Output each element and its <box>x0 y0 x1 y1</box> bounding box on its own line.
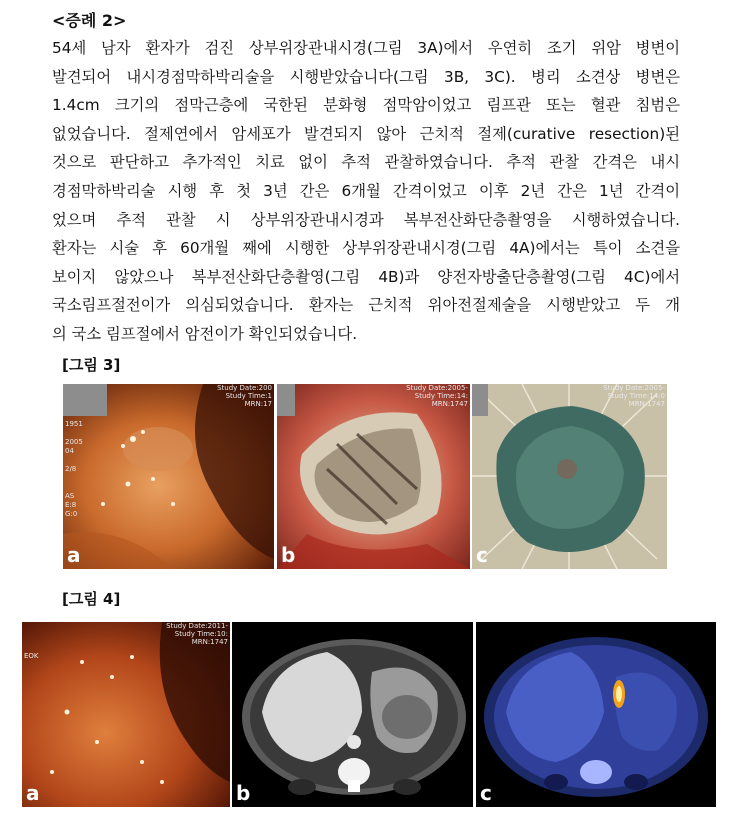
figure-3a-letter: a <box>67 543 81 567</box>
figure-4a-image <box>22 622 230 807</box>
paragraph-line: 국소림프절전이가 의심되었습니다. 환자는 근치적 위아전절제술을 시행받았고 두 개 <box>52 296 680 315</box>
figure-4-label: [그림 4] <box>62 590 121 608</box>
figure-4a-side-info: EOK <box>24 652 39 660</box>
figure-3b-letter: b <box>281 543 296 567</box>
case-paragraph <box>52 34 680 349</box>
paragraph-line: 없었습니다. 절제연에서 암세포가 발견되지 않아 근치적 절제(curative resection)된 <box>52 124 680 143</box>
paragraph-line: 었으며 추적 관찰 시 상부위장관내시경과 복부전산화단층촬영을 시행하였습니다. <box>52 210 680 229</box>
paragraph-line: 발견되어 내시경점막하박리술을 시행받았습니다(그림 3B, 3C). 병리 소견상 병변은 <box>52 67 680 86</box>
figure-3b-image <box>277 384 470 569</box>
figure-3-label: [그림 3] <box>62 356 121 374</box>
specimen-image-3c <box>472 384 667 569</box>
paragraph-line: 것으로 판단하고 추가적인 치료 없이 추적 관찰하였습니다. 추적 관찰 간격은 내시 <box>52 153 680 172</box>
paragraph-line: 경점막하박리술 시행 후 첫 3년 간은 6개월 간격이었고 이후 2년 간은 1년 간격이 <box>52 181 680 200</box>
figure-4c-letter: c <box>480 781 492 805</box>
figure-4a-meta: Study Date:2011- Study Time:10: MRN:1747 <box>166 622 228 646</box>
paragraph-line: 의 국소 림프절에서 암전이가 확인되었습니다. <box>52 324 358 343</box>
endoscopy-image-3b <box>277 384 470 569</box>
figure-4a-letter: a <box>26 781 40 805</box>
figure-3a-meta: Study Date:200 Study Time:1 MRN:17 <box>217 384 272 408</box>
endoscopy-image-4a <box>22 622 230 807</box>
figure-3c-image <box>472 384 667 569</box>
pet-ct-image-4c <box>476 622 716 807</box>
endoscopy-image-3a <box>63 384 274 569</box>
figure-3b-meta: Study Date:2005- Study Time:14: MRN:1747 <box>406 384 468 408</box>
case-heading: <증례 2> <box>52 11 127 30</box>
figure-3c-letter: c <box>476 543 488 567</box>
figure-3a-side-info: 1951 2005 04 2/8 AS E:8 G:0 <box>65 420 83 518</box>
figure-4b-image <box>232 622 473 807</box>
paragraph-line: 54세 남자 환자가 검진 상부위장관내시경(그림 3A)에서 우연히 조기 위암 병변이 <box>52 39 680 57</box>
figure-3a-image <box>63 384 274 569</box>
figure-3c-meta: Study Date:2005- Study Time:14:0 MRN:1747 <box>603 384 665 408</box>
paragraph-line: 보이지 않았으나 복부전산화단층촬영(그림 4B)과 양전자방출단층촬영(그림 4C)에서 <box>52 267 680 286</box>
paragraph-line: 1.4cm 크기의 점막근층에 국한된 분화형 점막암이었고 림프관 또는 혈관 침범은 <box>52 96 680 115</box>
paragraph-line: 환자는 시술 후 60개월 째에 시행한 상부위장관내시경(그림 4A)에서는 특이 소견을 <box>52 239 680 258</box>
ct-image-4b <box>232 622 473 807</box>
figure-4b-letter: b <box>236 781 251 805</box>
figure-4c-image <box>476 622 716 807</box>
